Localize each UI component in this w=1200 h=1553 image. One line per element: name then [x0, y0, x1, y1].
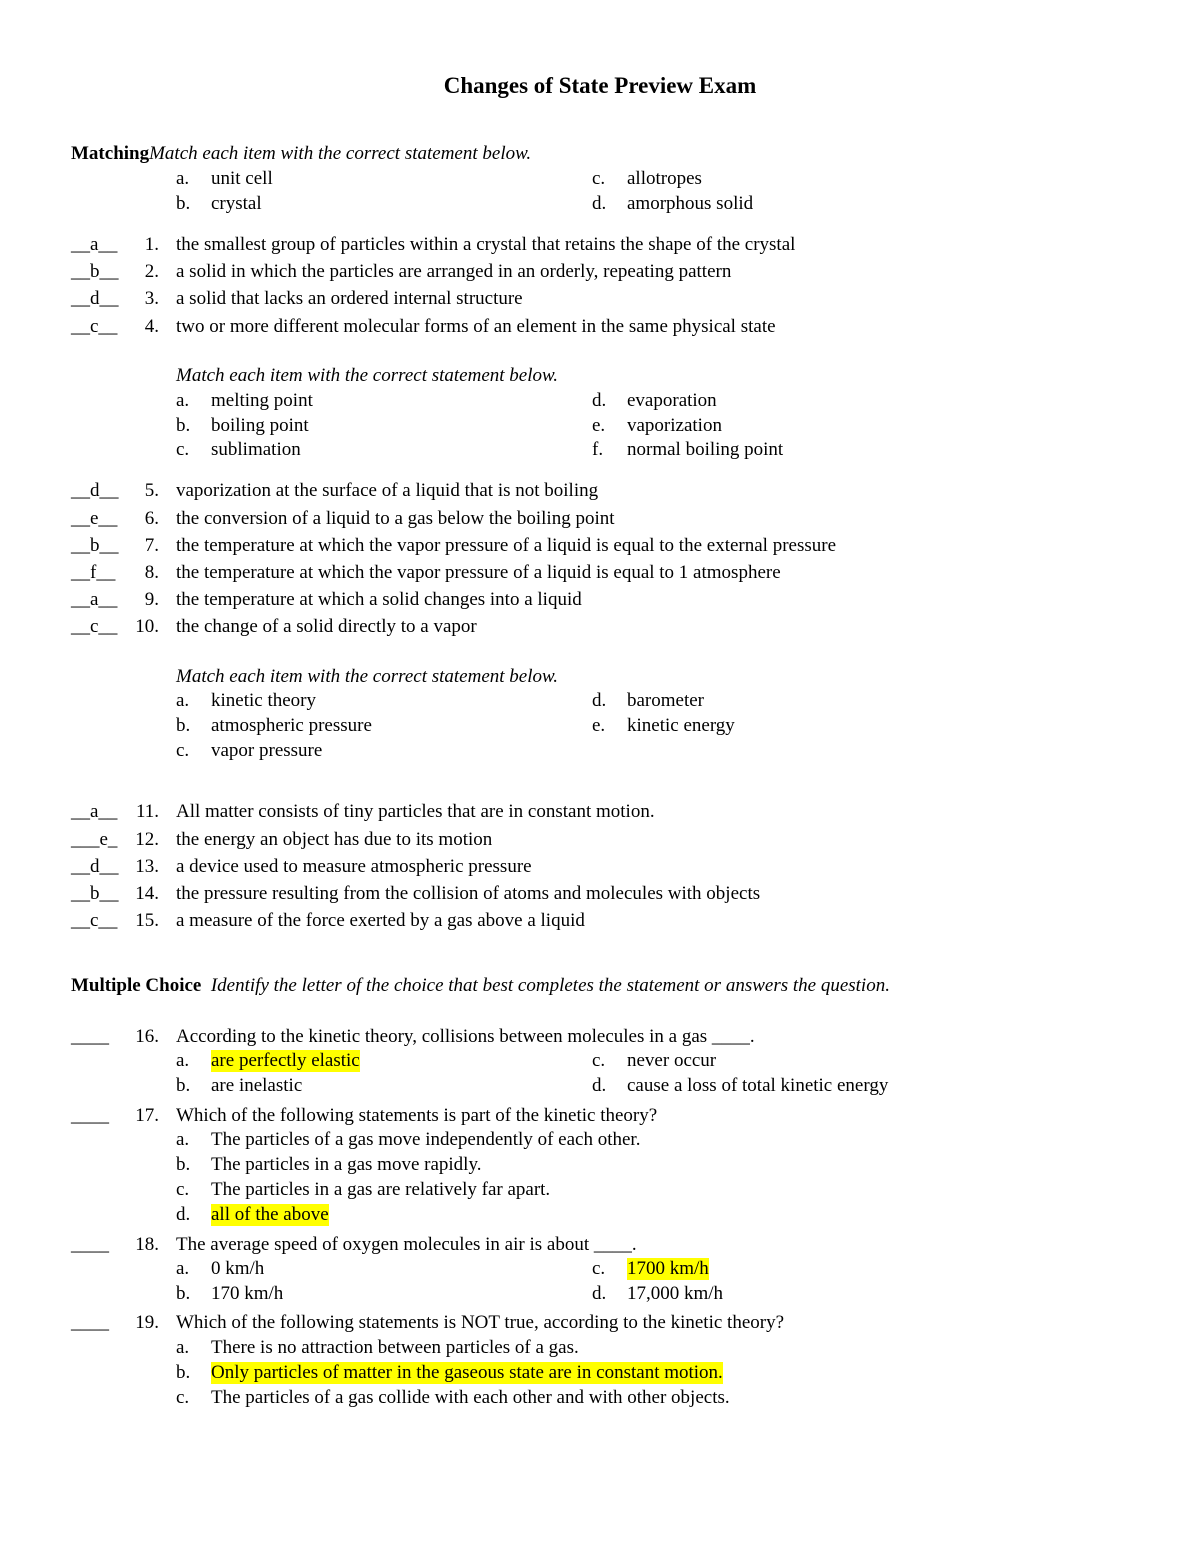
matching-item	[71, 562, 1171, 586]
choice-text-highlighted: are perfectly elastic	[211, 1050, 360, 1071]
item-number: 2.	[144, 261, 159, 282]
answer-blank[interactable]: __a__	[71, 801, 118, 822]
multiple-choice-label: Multiple Choice	[71, 975, 202, 996]
multiple-choice-heading	[71, 975, 890, 997]
multiple-choice-instruction: Identify the letter of the choice that best completes the statement or answers the question.	[210, 975, 890, 996]
choice-text: The particles of a gas collide with each other and with other objects.	[211, 1387, 730, 1408]
choice-text: melting point	[211, 390, 313, 411]
item-number: 3.	[144, 288, 159, 309]
item-number: 5.	[144, 480, 159, 501]
answer-blank[interactable]: ____	[71, 1026, 109, 1047]
choice-letter: d.	[592, 1075, 607, 1096]
choice-letter: a.	[176, 390, 190, 411]
answer-blank[interactable]: __b__	[71, 261, 119, 282]
choice-letter: e.	[592, 715, 606, 736]
matching-item	[71, 616, 1171, 640]
choice-text: The particles in a gas move rapidly.	[211, 1154, 482, 1175]
choice-text-highlighted: 1700 km/h	[627, 1258, 709, 1279]
choice-text: sublimation	[211, 439, 301, 460]
choice-letter: b.	[176, 415, 191, 436]
choice-letter: a.	[176, 1129, 190, 1150]
matching-item	[71, 288, 1171, 312]
choice-letter: a.	[176, 168, 190, 189]
item-number: 1.	[144, 234, 159, 255]
item-number: 10.	[135, 616, 159, 637]
matching-instruction: Match each item with the correct statement below.	[149, 143, 532, 164]
item-text: the change of a solid directly to a vapor	[176, 616, 477, 637]
page-title: Changes of State Preview Exam	[443, 73, 757, 98]
matching-item	[71, 801, 1171, 825]
matching-heading	[71, 143, 531, 165]
matching-item	[71, 589, 1171, 613]
question	[71, 1312, 1171, 1336]
item-text: a solid in which the particles are arranged in an orderly, repeating pattern	[176, 261, 732, 282]
choice-letter: c.	[592, 168, 606, 189]
matching-item	[71, 234, 1171, 258]
question-number: 18.	[135, 1234, 159, 1255]
choice-letter: b.	[176, 1283, 191, 1304]
item-text: the temperature at which a solid changes into a liquid	[176, 589, 582, 610]
choice-text: amorphous solid	[627, 193, 754, 214]
choice-text: There is no attraction between particles of a gas.	[211, 1337, 579, 1358]
item-number: 6.	[144, 508, 159, 529]
choice-letter: d.	[592, 1283, 607, 1304]
choice-text: 0 km/h	[211, 1258, 265, 1279]
question-number: 19.	[135, 1312, 159, 1333]
choice-text: unit cell	[211, 168, 273, 189]
answer-blank[interactable]: __e__	[71, 508, 118, 529]
answer-blank[interactable]: ____	[71, 1105, 109, 1126]
choice-text-highlighted: all of the above	[211, 1204, 329, 1225]
item-number: 13.	[135, 856, 159, 877]
question-text: Which of the following statements is part of the kinetic theory?	[176, 1105, 658, 1126]
choice-letter: d.	[592, 193, 607, 214]
item-text: the temperature at which the vapor pressure of a liquid is equal to the external pressure	[176, 535, 837, 556]
answer-blank[interactable]: ___e_	[71, 829, 118, 850]
choice-letter: a.	[176, 1258, 190, 1279]
matching-instruction: Match each item with the correct statement below.	[176, 666, 559, 687]
choice-letter: c.	[592, 1258, 606, 1279]
answer-blank[interactable]: __b__	[71, 535, 119, 556]
answer-blank[interactable]: ____	[71, 1312, 109, 1333]
answer-blank[interactable]: __a__	[71, 589, 118, 610]
choice-text-highlighted: Only particles of matter in the gaseous state are in constant motion.	[211, 1362, 723, 1383]
item-number: 15.	[135, 910, 159, 931]
choice-letter: c.	[176, 740, 190, 761]
item-text: vaporization at the surface of a liquid that is not boiling	[176, 480, 599, 501]
choice-letter: c.	[176, 1179, 190, 1200]
matching-item	[71, 480, 1171, 504]
choice-letter: c.	[592, 1050, 606, 1071]
question-number: 17.	[135, 1105, 159, 1126]
choice-text: The particles in a gas are relatively far apart.	[211, 1179, 551, 1200]
choice-text: allotropes	[627, 168, 702, 189]
matching-item	[71, 508, 1171, 532]
choice-letter: b.	[176, 715, 191, 736]
choice-text: atmospheric pressure	[211, 715, 372, 736]
answer-blank[interactable]: __c__	[71, 316, 118, 337]
choice-letter: e.	[592, 415, 606, 436]
item-text: a solid that lacks an ordered internal structure	[176, 288, 523, 309]
choice-text: The particles of a gas move independently of each other.	[211, 1129, 641, 1150]
item-number: 9.	[144, 589, 159, 610]
choice-text: barometer	[627, 690, 705, 711]
choice-letter: a.	[176, 1050, 190, 1071]
choice-text: kinetic energy	[627, 715, 735, 736]
choice-letter: d.	[592, 690, 607, 711]
choice-text: normal boiling point	[627, 439, 784, 460]
matching-item	[71, 535, 1171, 559]
choice-text: kinetic theory	[211, 690, 316, 711]
item-number: 7.	[144, 535, 159, 556]
item-text: two or more different molecular forms of an element in the same physical state	[176, 316, 776, 337]
choice-letter: f.	[592, 439, 604, 460]
choice-letter: d.	[176, 1204, 191, 1225]
question-text: According to the kinetic theory, collisions between molecules in a gas ____.	[176, 1026, 755, 1047]
choice-letter: b.	[176, 1362, 191, 1383]
question-text: Which of the following statements is NOT true, according to the kinetic theory?	[176, 1312, 785, 1333]
question	[71, 1234, 1171, 1258]
item-text: the energy an object has due to its motion	[176, 829, 493, 850]
item-text: the conversion of a liquid to a gas below the boiling point	[176, 508, 615, 529]
choice-text: vapor pressure	[211, 740, 323, 761]
item-text: a device used to measure atmospheric pressure	[176, 856, 532, 877]
answer-blank[interactable]: __d__	[71, 288, 119, 309]
choice-text: are inelastic	[211, 1075, 303, 1096]
question	[71, 1105, 1171, 1129]
answer-blank[interactable]: __a__	[71, 234, 118, 255]
answer-blank[interactable]: __c__	[71, 910, 118, 931]
choice-letter: b.	[176, 1075, 191, 1096]
choice-text: crystal	[211, 193, 262, 214]
item-text: All matter consists of tiny particles that are in constant motion.	[176, 801, 655, 822]
choice-letter: b.	[176, 1154, 191, 1175]
question	[71, 1026, 1171, 1050]
choice-text: cause a loss of total kinetic energy	[627, 1075, 889, 1096]
item-number: 8.	[144, 562, 159, 583]
answer-blank[interactable]: __d__	[71, 856, 119, 877]
choice-letter: a.	[176, 1337, 190, 1358]
choice-text: vaporization	[627, 415, 722, 436]
choice-text: 170 km/h	[211, 1283, 284, 1304]
matching-item	[71, 910, 1171, 934]
choice-letter: c.	[176, 1387, 190, 1408]
choice-letter: b.	[176, 193, 191, 214]
answer-blank[interactable]: ____	[71, 1234, 109, 1255]
answer-blank[interactable]: __d__	[71, 480, 119, 501]
choice-text: never occur	[627, 1050, 717, 1071]
matching-item	[71, 316, 1171, 340]
matching-instruction: Match each item with the correct statement below.	[176, 365, 559, 386]
matching-item	[71, 261, 1171, 285]
choice-letter: c.	[176, 439, 190, 460]
matching-item	[71, 856, 1171, 880]
question-text: The average speed of oxygen molecules in air is about ____.	[176, 1234, 637, 1255]
item-number: 14.	[135, 883, 159, 904]
question-number: 16.	[135, 1026, 159, 1047]
answer-blank[interactable]: __c__	[71, 616, 118, 637]
item-text: the smallest group of particles within a crystal that retains the shape of the crystal	[176, 234, 796, 255]
choice-letter: d.	[592, 390, 607, 411]
answer-blank[interactable]: __b__	[71, 883, 119, 904]
matching-label: Matching	[71, 143, 150, 164]
item-text: the temperature at which the vapor pressure of a liquid is equal to 1 atmosphere	[176, 562, 781, 583]
item-number: 4.	[144, 316, 159, 337]
item-number: 12.	[135, 829, 159, 850]
matching-item	[71, 829, 1171, 853]
item-text: the pressure resulting from the collision of atoms and molecules with objects	[176, 883, 761, 904]
item-text: a measure of the force exerted by a gas above a liquid	[176, 910, 585, 931]
answer-blank[interactable]: __f__	[71, 562, 116, 583]
matching-item	[71, 883, 1171, 907]
choice-text: evaporation	[627, 390, 717, 411]
choice-letter: a.	[176, 690, 190, 711]
item-number: 11.	[135, 801, 159, 822]
choice-text: boiling point	[211, 415, 309, 436]
choice-text: 17,000 km/h	[627, 1283, 724, 1304]
